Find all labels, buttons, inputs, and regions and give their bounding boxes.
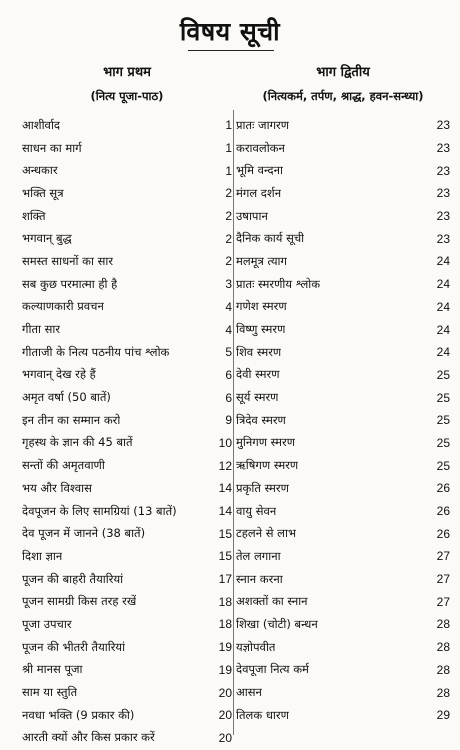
toc-entry-page: 28 <box>436 640 450 655</box>
page-title: विषय सूची <box>179 17 281 46</box>
toc-entry-title: शिखा (चोटी) बन्धन <box>236 616 318 631</box>
toc-entry <box>22 114 232 137</box>
toc-entry-page: 17 <box>218 572 232 587</box>
toc-entry <box>22 137 232 160</box>
toc-entry-title: आरती क्यों और किस प्रकार करें <box>22 730 155 745</box>
toc-entry-title: प्रातः जागरण <box>236 117 290 132</box>
toc-entry <box>22 341 232 364</box>
toc-entry-page: 2 <box>225 209 232 224</box>
toc-entry-page: 3 <box>225 277 232 292</box>
toc-entry-page: 23 <box>436 231 450 246</box>
toc-entry <box>236 364 450 387</box>
toc-entry <box>236 318 450 341</box>
toc-entry-page: 6 <box>225 367 232 382</box>
toc-entry-title: शक्ति <box>22 208 46 223</box>
toc-entry <box>22 296 232 319</box>
toc-entry-page: 24 <box>436 254 450 269</box>
toc-entry-page: 1 <box>225 118 232 133</box>
toc-entry-title: अशक्तों का स्नान <box>236 594 308 609</box>
toc-entry <box>22 500 232 523</box>
toc-entry-title: शिव स्मरण <box>236 344 282 359</box>
toc-entry-page: 18 <box>218 617 232 632</box>
toc-entry-page: 28 <box>436 617 450 632</box>
toc-entry-title: ऋषिगण स्मरण <box>236 458 299 473</box>
toc-entry <box>22 636 232 659</box>
toc-entry <box>236 432 450 455</box>
toc-entry-page: 15 <box>218 526 232 541</box>
toc-entry-page: 2 <box>225 254 232 269</box>
toc-entry <box>22 727 232 750</box>
toc-entry <box>22 613 232 636</box>
part1-subheading: (नित्य पूजा-पाठ) <box>90 89 164 103</box>
toc-entry <box>236 386 450 409</box>
toc-entry-title: यज्ञोपवीत <box>236 639 276 654</box>
toc-entry <box>22 454 232 477</box>
toc-entry <box>22 250 232 273</box>
toc-entry-page: 28 <box>436 685 450 700</box>
toc-entry-page: 14 <box>218 481 232 496</box>
toc-entry <box>236 182 450 205</box>
toc-entry-title: अमृत वर्षा (50 बातें) <box>22 390 111 405</box>
toc-entry <box>236 454 450 477</box>
toc-entry <box>236 159 450 182</box>
toc-entry-title: दिशा ज्ञान <box>22 548 63 563</box>
toc-entry <box>22 409 232 432</box>
toc-entry-title: समस्त साधनों का सार <box>22 253 114 268</box>
toc-entry <box>22 432 232 455</box>
toc-entry <box>236 522 450 545</box>
toc-entry <box>236 409 450 432</box>
toc-entry-title: इन तीन का सम्मान करो <box>22 412 121 427</box>
toc-entry-title: साम या स्तुति <box>22 685 78 700</box>
toc-entry <box>236 477 450 500</box>
toc-entry-page: 9 <box>225 413 232 428</box>
toc-entry-title: कल्याणकारी प्रवचन <box>22 299 104 314</box>
toc-entry-page: 19 <box>218 662 232 677</box>
toc-entry-page: 23 <box>436 118 450 133</box>
toc-entry <box>236 704 450 727</box>
toc-entry-title: गीताजी के नित्य पठनीय पांच श्लोक <box>22 344 170 359</box>
column-divider <box>233 110 234 735</box>
toc-entry-title: भगवान् देख रहे हैं <box>22 367 96 382</box>
toc-entry <box>236 500 450 523</box>
toc-entry <box>22 386 232 409</box>
toc-entry <box>22 681 232 704</box>
toc-entry-page: 24 <box>436 345 450 360</box>
toc-entry-page: 12 <box>218 458 232 473</box>
toc-entry <box>236 227 450 250</box>
toc-entry <box>236 590 450 613</box>
toc-entry <box>236 659 450 682</box>
toc-entry-title: विष्णु स्मरण <box>236 322 286 337</box>
toc-entry <box>22 522 232 545</box>
toc-entry-page: 27 <box>436 594 450 609</box>
toc-entry <box>236 137 450 160</box>
toc-entry-title: उषापान <box>236 208 268 223</box>
toc-entry-title: मुनिगण स्मरण <box>236 435 296 450</box>
toc-entry-title: साधन का मार्ग <box>22 140 82 155</box>
toc-entry <box>236 296 450 319</box>
toc-entry-title: आशीर्वाद <box>22 117 61 132</box>
toc-entry-page: 5 <box>225 345 232 360</box>
toc-entry-page: 19 <box>218 640 232 655</box>
toc-entry-page: 29 <box>436 708 450 723</box>
toc-entry-title: सूर्य स्मरण <box>236 390 279 405</box>
toc-entry <box>22 545 232 568</box>
toc-entry-title: पूजन की बाहरी तैयारियां <box>22 571 124 586</box>
toc-entry-title: देव पूजन में जानने (38 बातें) <box>22 526 146 541</box>
toc-entry-title: पूजन सामग्री किस तरह रखें <box>22 594 137 609</box>
toc-entry-page: 2 <box>225 231 232 246</box>
toc-entry-page: 25 <box>436 367 450 382</box>
toc-entry <box>22 318 232 341</box>
toc-entry <box>236 205 450 228</box>
toc-entry <box>236 341 450 364</box>
part2-list <box>236 114 450 727</box>
toc-entry-title: भय और विश्वास <box>22 480 92 495</box>
toc-entry-title: मंगल दर्शन <box>236 185 282 200</box>
toc-entry-title: त्रिदेव स्मरण <box>236 412 286 427</box>
toc-entry-page: 18 <box>218 594 232 609</box>
toc-entry-page: 23 <box>436 163 450 178</box>
part1-column <box>22 62 232 749</box>
toc-entry <box>22 590 232 613</box>
toc-entry <box>236 114 450 137</box>
part2-column <box>236 62 450 727</box>
toc-entry <box>22 182 232 205</box>
toc-entry-page: 25 <box>436 413 450 428</box>
toc-entry-title: गृहस्थ के ज्ञान की 45 बातें <box>22 435 133 450</box>
toc-entry-title: श्री मानस पूजा <box>22 662 83 677</box>
toc-entry-page: 1 <box>225 163 232 178</box>
toc-entry-title: स्नान करना <box>236 571 283 586</box>
toc-entry <box>22 477 232 500</box>
toc-entry <box>236 568 450 591</box>
toc-entry-title: सन्तों की अमृतवाणी <box>22 458 105 473</box>
toc-entry-page: 24 <box>436 322 450 337</box>
toc-entry-title: देवी स्मरण <box>236 367 280 382</box>
toc-entry-title: सब कुछ परमात्मा ही है <box>22 276 118 291</box>
toc-entry-page: 23 <box>436 186 450 201</box>
toc-entry-page: 25 <box>436 458 450 473</box>
toc-entry-page: 27 <box>436 549 450 564</box>
toc-entry-title: भगवान् बुद्ध <box>22 231 72 246</box>
toc-entry-title: भूमि वन्दना <box>236 163 284 178</box>
part2-subheading: (नित्यकर्म, तर्पण, श्राद्ध, हवन-सन्ध्या) <box>262 89 424 103</box>
toc-entry-title: दैनिक कार्य सूची <box>236 231 305 246</box>
toc-entry-page: 6 <box>225 390 232 405</box>
toc-entry-page: 26 <box>436 481 450 496</box>
toc-entry <box>236 545 450 568</box>
toc-entry-page: 24 <box>436 277 450 292</box>
toc-entry-title: आसन <box>236 685 262 700</box>
toc-entry-page: 23 <box>436 141 450 156</box>
part1-list <box>22 114 232 749</box>
toc-entry-title: नवधा भक्ति (9 प्रकार की) <box>22 707 135 722</box>
toc-entry-page: 23 <box>436 209 450 224</box>
toc-entry-page: 20 <box>218 708 232 723</box>
toc-entry-page: 26 <box>436 526 450 541</box>
toc-entry-page: 20 <box>218 730 232 745</box>
toc-entry-title: तेल लगाना <box>236 548 281 563</box>
toc-entry <box>22 159 232 182</box>
toc-entry-page: 24 <box>436 299 450 314</box>
toc-entry-page: 20 <box>218 685 232 700</box>
toc-entry <box>22 704 232 727</box>
toc-entry-page: 26 <box>436 504 450 519</box>
toc-entry-page: 25 <box>436 390 450 405</box>
toc-entry <box>22 568 232 591</box>
title-underline <box>188 50 274 51</box>
toc-entry-title: देवपूजा नित्य कर्म <box>236 662 309 677</box>
toc-entry-title: मलमूत्र त्याग <box>236 253 288 268</box>
toc-entry-page: 27 <box>436 572 450 587</box>
toc-entry-title: भक्ति सूत्र <box>22 185 64 200</box>
toc-entry <box>236 273 450 296</box>
toc-entry-page: 10 <box>218 435 232 450</box>
toc-entry <box>22 659 232 682</box>
toc-entry-title: पूजन की भीतरी तैयारियां <box>22 639 126 654</box>
toc-entry <box>22 273 232 296</box>
toc-entry-title: गणेश स्मरण <box>236 299 287 314</box>
part2-heading: भाग द्वितीय <box>316 65 370 80</box>
toc-entry-title: अन्धकार <box>22 163 58 178</box>
toc-entry <box>22 205 232 228</box>
toc-entry-title: प्रातः स्मरणीय श्लोक <box>236 276 321 291</box>
toc-entry <box>22 227 232 250</box>
toc-entry-page: 2 <box>225 186 232 201</box>
toc-entry-title: तिलक धारण <box>236 707 289 722</box>
toc-entry <box>236 250 450 273</box>
toc-entry-page: 25 <box>436 435 450 450</box>
toc-entry-page: 4 <box>225 322 232 337</box>
toc-entry <box>22 364 232 387</box>
toc-entry-title: प्रकृति स्मरण <box>236 480 289 495</box>
toc-entry-title: पूजा उपचार <box>22 616 72 631</box>
toc-entry <box>236 681 450 704</box>
toc-entry-page: 28 <box>436 662 450 677</box>
toc-entry-page: 15 <box>218 549 232 564</box>
toc-entry-title: टहलने से लाभ <box>236 526 297 541</box>
toc-entry-title: देवपूजन के लिए सामग्रियां (13 बातें) <box>22 503 177 518</box>
toc-entry <box>236 613 450 636</box>
toc-entry-page: 14 <box>218 504 232 519</box>
toc-entry-page: 1 <box>225 141 232 156</box>
part1-heading: भाग प्रथम <box>103 65 151 80</box>
toc-entry-title: गीता सार <box>22 322 61 337</box>
toc-entry-title: करावलोकन <box>236 140 285 155</box>
toc-entry-title: वायु सेवन <box>236 503 277 518</box>
toc-entry <box>236 636 450 659</box>
toc-entry-page: 4 <box>225 299 232 314</box>
